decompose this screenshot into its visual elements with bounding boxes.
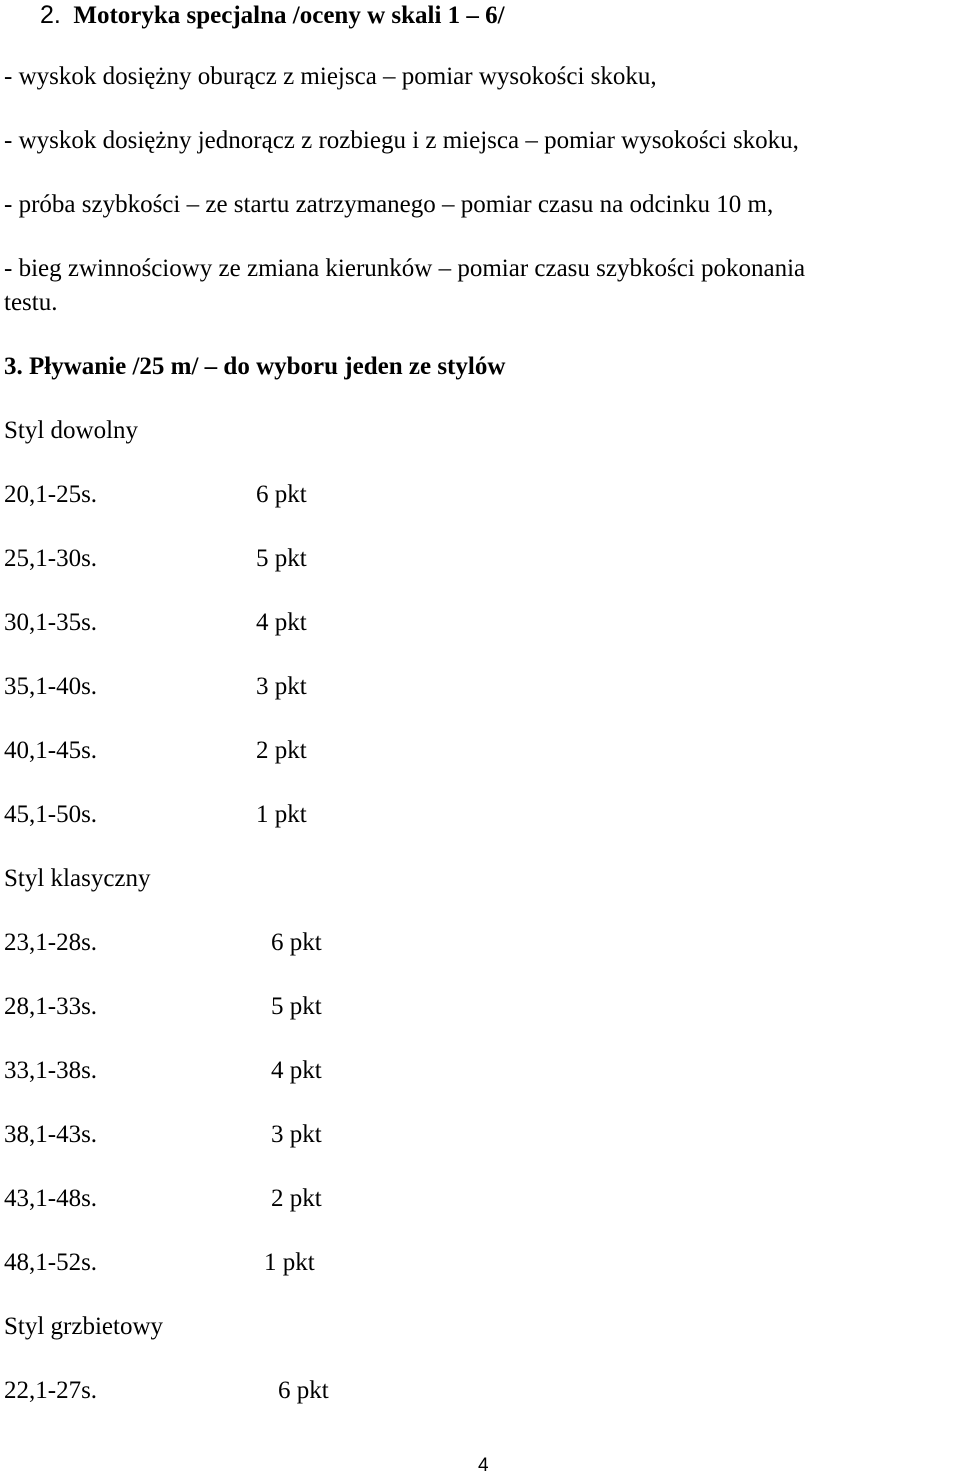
time-range: 22,1-27s. [4, 1377, 98, 1404]
time-range: 30,1-35s. [4, 609, 98, 636]
time-range: 40,1-45s. [4, 737, 98, 764]
list-item-continuation: testu. [4, 289, 58, 316]
points: 5 pkt [271, 993, 322, 1020]
style-heading: Styl klasyczny [4, 865, 151, 892]
section-2-heading [40, 0, 505, 31]
points: 4 pkt [256, 609, 307, 636]
page-number: 4 [478, 1455, 489, 1476]
points: 6 pkt [278, 1377, 329, 1404]
list-item: - wyskok dosiężny oburącz z miejsca – pomiar wysokości skoku, [4, 63, 657, 90]
time-range: 33,1-38s. [4, 1057, 98, 1084]
time-range: 25,1-30s. [4, 545, 98, 572]
points: 1 pkt [256, 801, 307, 828]
time-range: 38,1-43s. [4, 1121, 98, 1148]
time-range: 35,1-40s. [4, 673, 98, 700]
time-range: 23,1-28s. [4, 929, 98, 956]
section-2-number: 2. [40, 1, 61, 29]
points: 3 pkt [271, 1121, 322, 1148]
points: 4 pkt [271, 1057, 322, 1084]
points: 2 pkt [256, 737, 307, 764]
points: 6 pkt [271, 929, 322, 956]
points: 1 pkt [264, 1249, 315, 1276]
section-2-title: Motoryka specjalna /oceny w skali 1 – 6/ [73, 2, 505, 29]
time-range: 28,1-33s. [4, 993, 98, 1020]
list-item: - bieg zwinnościowy ze zmiana kierunków – pomiar czasu szybkości pokonania [4, 255, 806, 282]
time-range: 48,1-52s. [4, 1249, 98, 1276]
time-range: 43,1-48s. [4, 1185, 98, 1212]
style-heading: Styl grzbietowy [4, 1313, 164, 1340]
points: 6 pkt [256, 481, 307, 508]
section-3-heading: 3. Pływanie /25 m/ – do wyboru jeden ze stylów [4, 353, 506, 380]
list-item: - próba szybkości – ze startu zatrzymanego – pomiar czasu na odcinku 10 m, [4, 191, 774, 218]
points: 3 pkt [256, 673, 307, 700]
time-range: 20,1-25s. [4, 481, 98, 508]
list-item: - wyskok dosiężny jednorącz z rozbiegu i z miejsca – pomiar wysokości skoku, [4, 127, 799, 154]
style-heading: Styl dowolny [4, 417, 139, 444]
time-range: 45,1-50s. [4, 801, 98, 828]
points: 5 pkt [256, 545, 307, 572]
points: 2 pkt [271, 1185, 322, 1212]
